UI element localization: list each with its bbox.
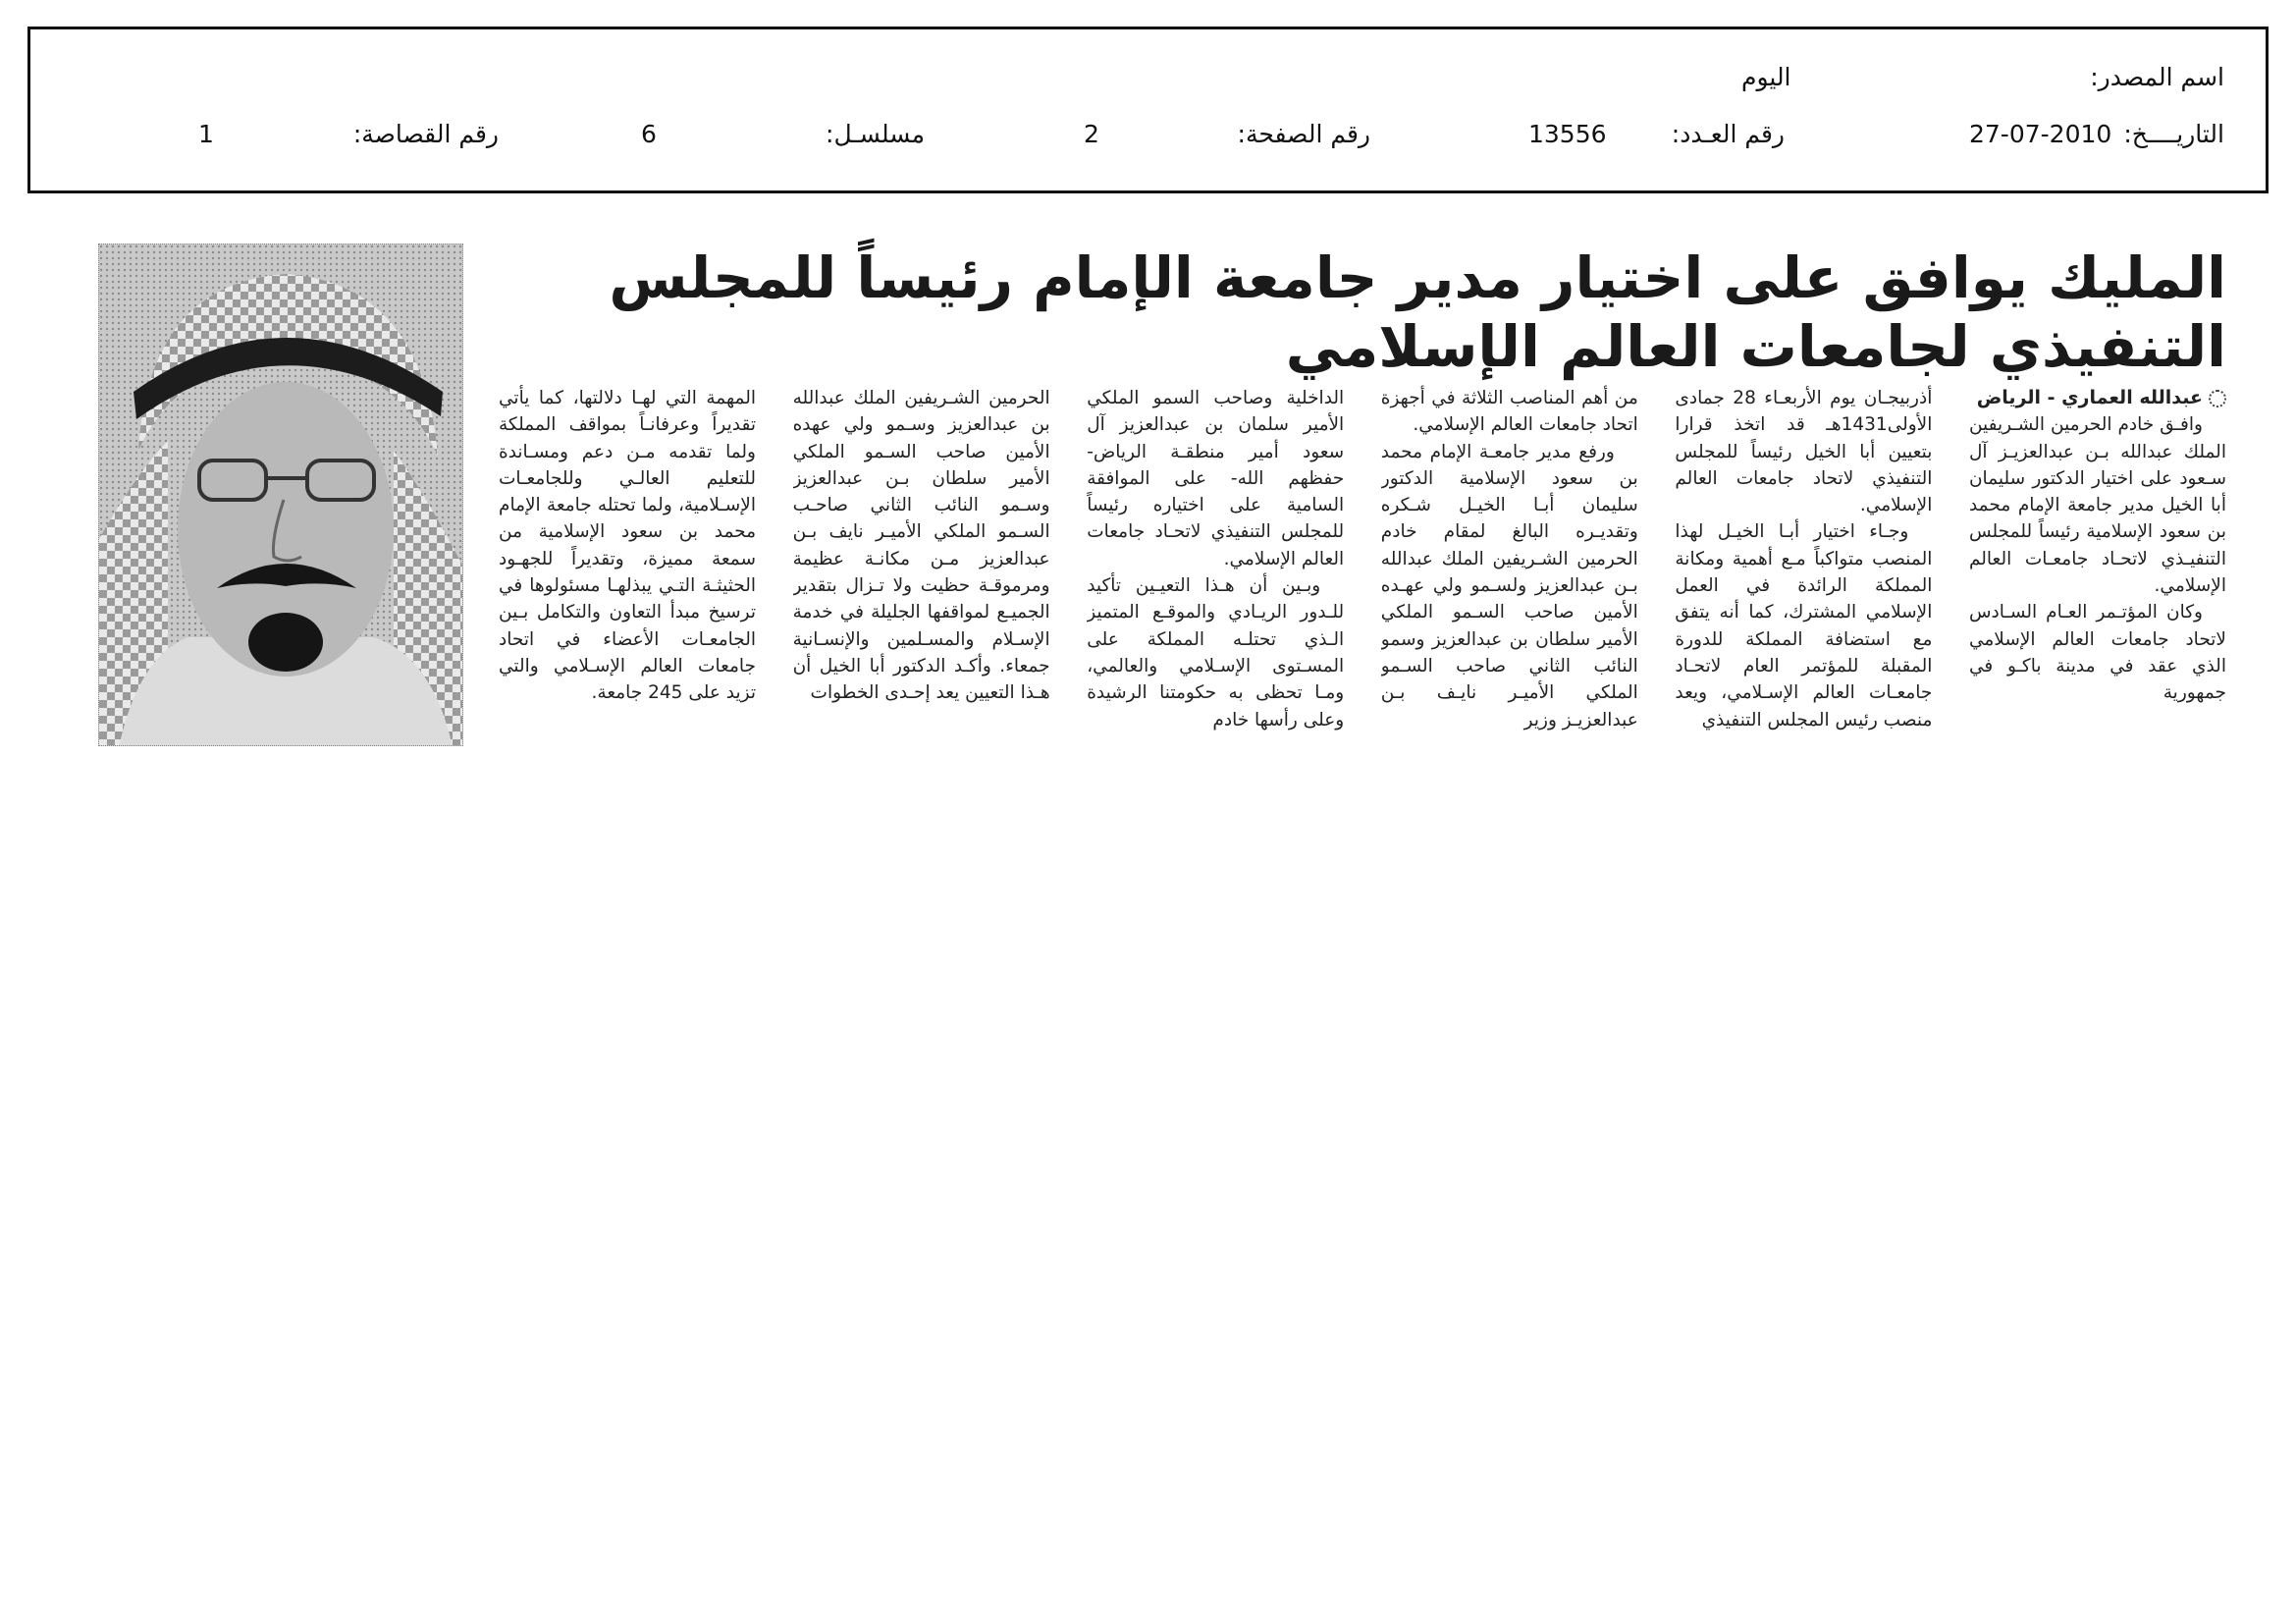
- source-label: اسم المصدر:: [2090, 63, 2224, 91]
- serial-label: مسلسـل:: [826, 120, 925, 148]
- article-column-2: [1675, 385, 1932, 748]
- news-article: [61, 240, 2230, 758]
- portrait-photo: [98, 244, 463, 746]
- article-paragraph: من أهم المناصب الثلاثة في أجهزة اتحاد جامعات العالم الإسلامي.: [1380, 388, 1638, 436]
- article-headline: المليك يوافق على اختيار مدير جامعة الإمام رئيساً للمجلس التنفيذي لجامعات العالم الإسلامي: [609, 244, 2226, 380]
- date-label: التاريــــخ:: [2123, 120, 2224, 148]
- article-column-4: [1087, 385, 1344, 748]
- portrait-illustration: [99, 244, 463, 746]
- article-column-3: [1381, 385, 1638, 748]
- article-paragraph: وبـين أن هـذا التعيـين تأكيد للـدور الريـادي والموقـع المتميز الـذي تحتلـه المملكة على المسـتوى الإسـلامي والعالمي، ومـا تحظى به حكومتنا الرشيدة وعلى رأسها خادم: [1087, 575, 1345, 731]
- article-paragraph: وكان المؤتـمر العـام السـادس لاتحاد جامعات العالم الإسلامي الذي عقد في مدينة باكـو في جمهورية: [1968, 602, 2226, 704]
- clipping-header: [27, 27, 2269, 193]
- issue-value: 13556: [1528, 120, 1607, 148]
- source-value: اليوم: [1741, 63, 1791, 91]
- article-paragraph: ورفع مدير جامعـة الإمام محمد بن سعود الإسلامية الدكتور سليمان أبـا الخيـل شـكره وتقديـره البالغ لمقام خادم الحرمين الشـريفين الملك عبدالله بـن عبدالعزيز ولسـمو ولي عهـده الأمين صاحب السـمو الملكي الأمير سلطان بن عبدالعزيز وسمو النائب الثاني صاحب السـمو الملكي الأميـر نايـف بـن عبدالعزيـز وزير: [1380, 441, 1638, 731]
- article-column-5: [793, 385, 1050, 748]
- article-paragraph: أذربيجـان يوم الأربعـاء 28 جمادى الأولى1431هـ قد اتخذ قرارا بتعيين أبا الخيل رئيساً للمجلس التنفيذي لاتحاد جامعات العالم الإسلامي.: [1675, 388, 1933, 516]
- article-column-1: [1969, 385, 2226, 748]
- serial-value: 6: [641, 120, 657, 148]
- byline-icon: [2209, 390, 2226, 407]
- article-body: [499, 385, 2226, 748]
- issue-label: رقم العـدد:: [1671, 120, 1785, 148]
- page-value: 2: [1084, 120, 1099, 148]
- clipping-number-label: رقم القصاصة:: [352, 120, 499, 148]
- date-value: 27-07-2010: [1969, 120, 2112, 148]
- clipping-number-value: 1: [198, 120, 214, 148]
- article-paragraph: الحرمين الشـريفين الملك عبدالله بن عبدالعزيز وسـمو ولي عهده الأمين صاحب السـمو الملكي الأمير سلطان بـن عبدالعزيز وسـمو النائب الثاني صاحـب السـمو الملكي الأميـر نايف بـن عبدالعزيز مـن مكانـة عظيمة ومرموقـة حظيت ولا تـزال بتقدير الجميـع لمواقفها الجليلة في خدمة الإسـلام والمسـلمين والإنسـانية جمعاء. وأكـد الدكتور أبا الخيل أن هـذا التعيين يعد إحـدى الخطوات: [792, 388, 1050, 704]
- article-paragraph: وافـق خادم الحرمين الشـريفين الملك عبدالله بـن عبدالعزيـز آل سـعود على اختيار الدكتور سليمان أبا الخيل مدير جامعة الإمام محمد بن سعود الإسلامية رئيساً للمجلس التنفيـذي لاتحـاد جامعـات العالم الإسلامي.: [1968, 414, 2226, 597]
- article-paragraph: وجـاء اختيار أبـا الخيـل لهذا المنصب متواكباً مـع أهمية ومكانة المملكة الرائدة في العمل الإسلامي المشترك، كما أنه يتفق مع استضافة المملكة للدورة المقبلة للمؤتمر العام لاتحـاد جامعـات العالم الإسـلامي، ويعد منصب رئيس المجلس التنفيذي: [1675, 521, 1933, 731]
- byline-text: عبدالله العماري - الرياض: [1976, 387, 2203, 408]
- page-label: رقم الصفحة:: [1237, 120, 1370, 148]
- article-column-6: [499, 385, 756, 748]
- article-paragraph: الداخلية وصاحب السمو الملكي الأمير سلمان بن عبدالعزيز آل سعود أمير منطقـة الرياض- حفظهم الله- على الموافقة السامية على اختياره رئيساً للمجلس التنفيذي لاتحـاد جامعات العالم الإسلامي.: [1087, 388, 1345, 569]
- byline: [1969, 385, 2226, 411]
- article-paragraph: المهمة التي لهـا دلالتها، كما يأتي تقديراً وعرفانـاً بمواقف المملكة ولما تقدمه مـن دعم ومسـاندة للتعليم العالـي وللجامعـات الإسـلامية، ولما تحتله جامعة الإمام محمد بن سعود الإسلامية من سمعة مميزة، وتقديراً للجهـود الحثيثـة التـي يبذلهـا مسئولوها في ترسيخ مبدأ التعاون والتكامل بـين الجامعـات الأعضاء في اتحاد جامعات العالم الإسـلامي والتي تزيد على 245 جامعة.: [499, 388, 756, 704]
